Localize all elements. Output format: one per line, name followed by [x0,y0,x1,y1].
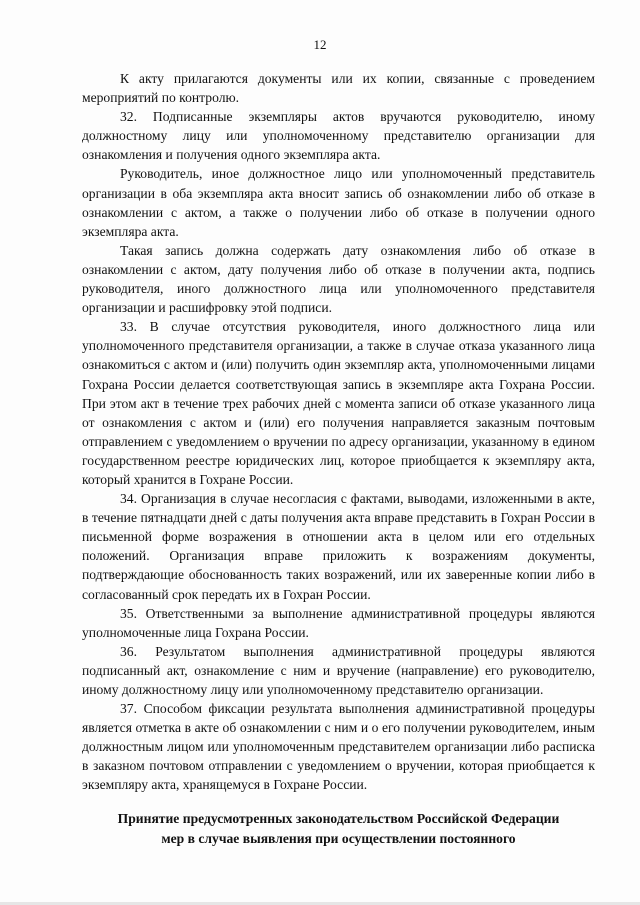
paragraph-32-record: Руководитель, иное должностное лицо или уполномоченный представитель организации в оба экземпляра акта вносит запись об ознакомлении либо об отказе в ознакомлении с актом, а также о получении либо об отказе в получении одного экземпляра акта. [82,166,595,239]
paragraph-37: 37. Способом фиксации результата выполнения административной процедуры является отметка в акте об ознакомлении с ним и о его получении руководителем, иным должностным лицом или уполномоченным представителем организации либо расписка в заказном почтовом отправлении с уведомлением о вручении, которая приобщается к экземпляру акта, хранящемуся в Гохране России. [82,701,595,793]
section-heading [82,809,595,848]
section-heading-line-2: мер в случае выявления при осуществлении постоянного [161,830,516,846]
paragraph-32: 32. Подписанные экземпляры актов вручаются руководителю, иному должностному лицу или уполномоченному представителю организации для ознакомления и получения одного экземпляра акта. [82,109,595,163]
paragraph-35: 35. Ответственными за выполнение административной процедуры являются уполномоченные лица Гохрана России. [82,605,595,640]
document-body [82,69,595,795]
paragraph-36: 36. Результатом выполнения административной процедуры являются подписанный акт, ознакомление с ним и вручение (направление) его руководителю, иному должностному лицу или уполномоченному представителю организации. [82,643,595,697]
page-number: 12 [313,37,327,52]
paragraph-34: 34. Организация в случае несогласия с фактами, выводами, изложенными в акте, в течение пятнадцати дней с даты получения акта вправе представить в Гохран России в письменной форме возражения в отношении акта в целом или его отдельных положений. Организация вправе приложить к возражениям документы, подтверждающие обоснованность таких возражений, или их заверенные копии либо в согласованный срок передать их в Гохран России. [82,491,595,602]
paragraph-33: 33. В случае отсутствия руководителя, иного должностного лица или уполномоченного представителя организации, а также в случае отказа указанного лица ознакомиться с актом и (или) получить один экземпляр акта, уполномоченными лицами Гохрана России делается соответствующая запись в экземпляре акта Гохрана России. При этом акт в течение трех рабочих дней с момента записи об отказе указанного лица от ознакомления с актом и (или) его получения направляется заказным почтовым отправлением с уведомлением о вручении по адресу организации, указанному в едином государственном реестре юридических лиц, которое приобщается к экземпляру акта, который хранится в Гохране России. [82,319,595,487]
paragraph-attachments: К акту прилагаются документы или их копии, связанные с проведением мероприятий по контролю. [82,71,595,106]
section-heading-line-1: Принятие предусмотренных законодательством Российской Федерации [117,811,560,826]
paragraph-32-record-content: Такая запись должна содержать дату ознакомления либо об отказе в ознакомлении с актом, дату получения либо об отказе в получении акта, подпись руководителя, иного должностного лица или уполномоченного представителя организации и расшифровку этой подписи. [82,242,595,316]
